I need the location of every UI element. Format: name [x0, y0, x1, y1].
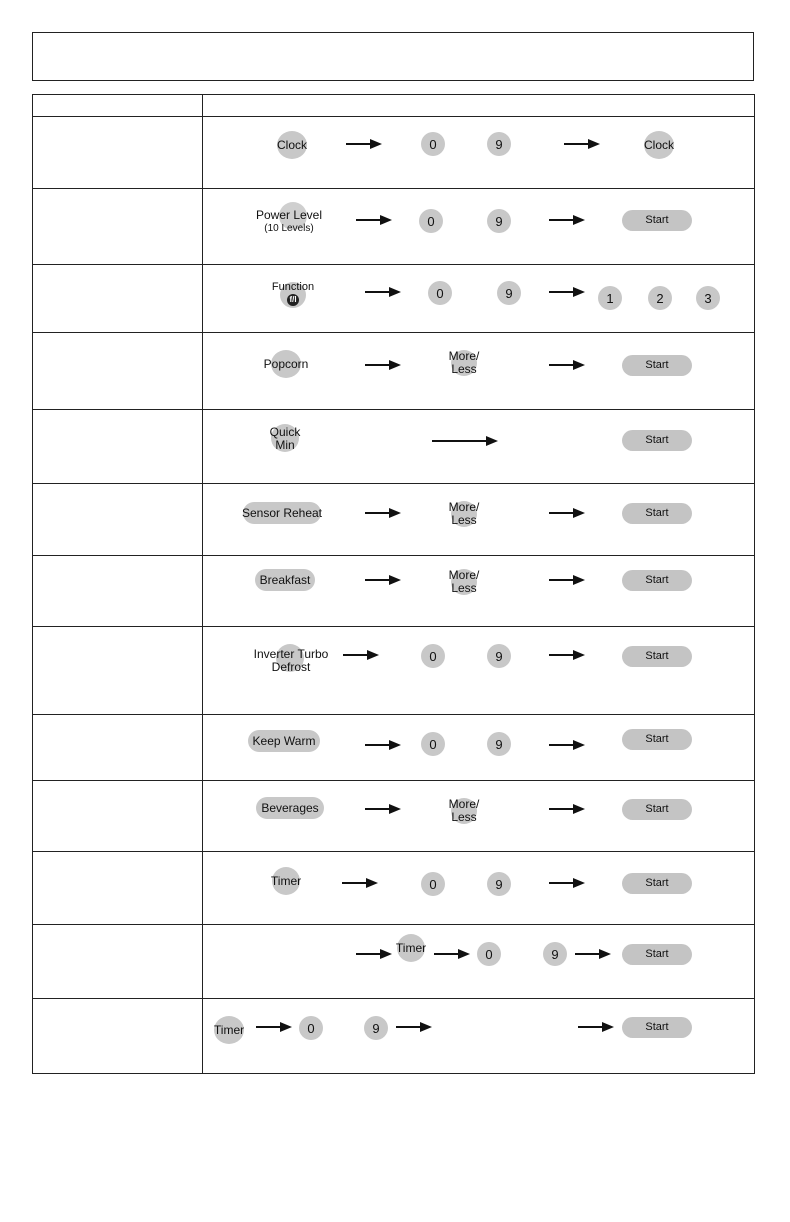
- start-key: Start: [622, 729, 692, 750]
- less-label: Less: [451, 581, 477, 595]
- start-key: Start: [622, 210, 692, 231]
- header-row-divider: [33, 116, 754, 117]
- less-label: Less: [451, 810, 477, 824]
- arrow-right-icon: [346, 139, 382, 149]
- start-key: Start: [622, 799, 692, 820]
- number-key-1: 1: [598, 286, 622, 310]
- number-key-9: 9: [487, 732, 511, 756]
- arrow-right-icon: [365, 360, 401, 370]
- arrow-right-icon: [396, 1022, 432, 1032]
- number-key-9: 9: [487, 872, 511, 896]
- row-divider: [33, 714, 754, 715]
- row-divider: [33, 555, 754, 556]
- keep-warm-key: Keep Warm: [248, 730, 320, 752]
- number-key-2: 2: [648, 286, 672, 310]
- number-key-9: 9: [497, 281, 521, 305]
- row-divider: [33, 483, 754, 484]
- timer-key: Timer: [214, 1016, 244, 1044]
- arrow-right-icon: [343, 650, 379, 660]
- row-divider: [33, 998, 754, 999]
- timer-key: Timer: [272, 867, 300, 895]
- number-key-0: 0: [419, 209, 443, 233]
- arrow-right-icon: [578, 1022, 614, 1032]
- arrow-right-icon: [575, 949, 611, 959]
- quick-label: Quick: [269, 425, 301, 439]
- inverter-turbo-label: Inverter Turbo: [253, 647, 329, 661]
- start-key: Start: [622, 570, 692, 591]
- more-label: More/: [448, 500, 480, 514]
- number-key-3: 3: [696, 286, 720, 310]
- min-label: Min: [275, 438, 295, 452]
- arrow-right-icon: [434, 949, 470, 959]
- row-divider: [33, 851, 754, 852]
- number-key-0: 0: [421, 732, 445, 756]
- start-key: Start: [622, 646, 692, 667]
- more-label: More/: [448, 349, 480, 363]
- arrow-right-icon: [549, 878, 585, 888]
- number-key-9: 9: [487, 132, 511, 156]
- number-key-9: 9: [364, 1016, 388, 1040]
- number-key-0: 0: [299, 1016, 323, 1040]
- arrow-right-icon: [365, 740, 401, 750]
- number-key-0: 0: [421, 132, 445, 156]
- arrow-right-icon: [365, 575, 401, 585]
- arrow-right-icon: [365, 804, 401, 814]
- more-label: More/: [448, 568, 480, 582]
- function-label: Function: [271, 281, 315, 293]
- start-key: Start: [622, 430, 692, 451]
- power-level-sub-label: (10 Levels): [264, 222, 314, 234]
- defrost-label: Defrost: [271, 660, 311, 674]
- number-key-9: 9: [487, 209, 511, 233]
- number-key-0: 0: [428, 281, 452, 305]
- sensor-reheat-key: Sensor Reheat: [243, 502, 321, 524]
- start-key: Start: [622, 944, 692, 965]
- arrow-right-icon: [549, 508, 585, 518]
- row-divider: [33, 264, 754, 265]
- function-badge: [286, 294, 300, 306]
- timer-key: Timer: [397, 934, 425, 962]
- arrow-right-icon: [564, 139, 600, 149]
- arrow-right-icon: [356, 949, 392, 959]
- column-divider: [202, 95, 203, 1073]
- start-key: Start: [622, 873, 692, 894]
- breakfast-key: Breakfast: [255, 569, 315, 591]
- number-key-9: 9: [543, 942, 567, 966]
- popcorn-key: Popcorn: [263, 356, 309, 371]
- less-label: Less: [451, 513, 477, 527]
- row-divider: [33, 332, 754, 333]
- clock-key: Clock: [644, 131, 674, 159]
- row-divider: [33, 780, 754, 781]
- less-label: Less: [451, 362, 477, 376]
- arrow-right-icon: [549, 650, 585, 660]
- arrow-right-icon: [342, 878, 378, 888]
- start-key: Start: [622, 355, 692, 376]
- clock-key: Clock: [277, 131, 307, 159]
- power-level-label: Power Level: [255, 207, 323, 222]
- arrow-right-icon: [549, 215, 585, 225]
- row-divider: [33, 924, 754, 925]
- row-divider: [33, 188, 754, 189]
- arrow-right-icon: [549, 804, 585, 814]
- arrow-right-icon: [549, 360, 585, 370]
- title-box: [32, 32, 754, 81]
- arrow-right-icon: [256, 1022, 292, 1032]
- number-key-0: 0: [421, 644, 445, 668]
- arrow-right-icon: [356, 215, 392, 225]
- arrow-right-icon: [549, 575, 585, 585]
- arrow-right-icon: [549, 740, 585, 750]
- more-label: More/: [448, 797, 480, 811]
- number-key-0: 0: [421, 872, 445, 896]
- arrow-right-icon: [365, 508, 401, 518]
- beverages-key: Beverages: [256, 797, 324, 819]
- arrow-right-icon: [432, 436, 498, 446]
- arrow-right-icon: [365, 287, 401, 297]
- number-key-0: 0: [477, 942, 501, 966]
- start-key: Start: [622, 503, 692, 524]
- row-divider: [33, 626, 754, 627]
- number-key-9: 9: [487, 644, 511, 668]
- arrow-right-icon: [549, 287, 585, 297]
- row-divider: [33, 409, 754, 410]
- start-key: Start: [622, 1017, 692, 1038]
- function-badge-icon: f/l: [287, 294, 299, 306]
